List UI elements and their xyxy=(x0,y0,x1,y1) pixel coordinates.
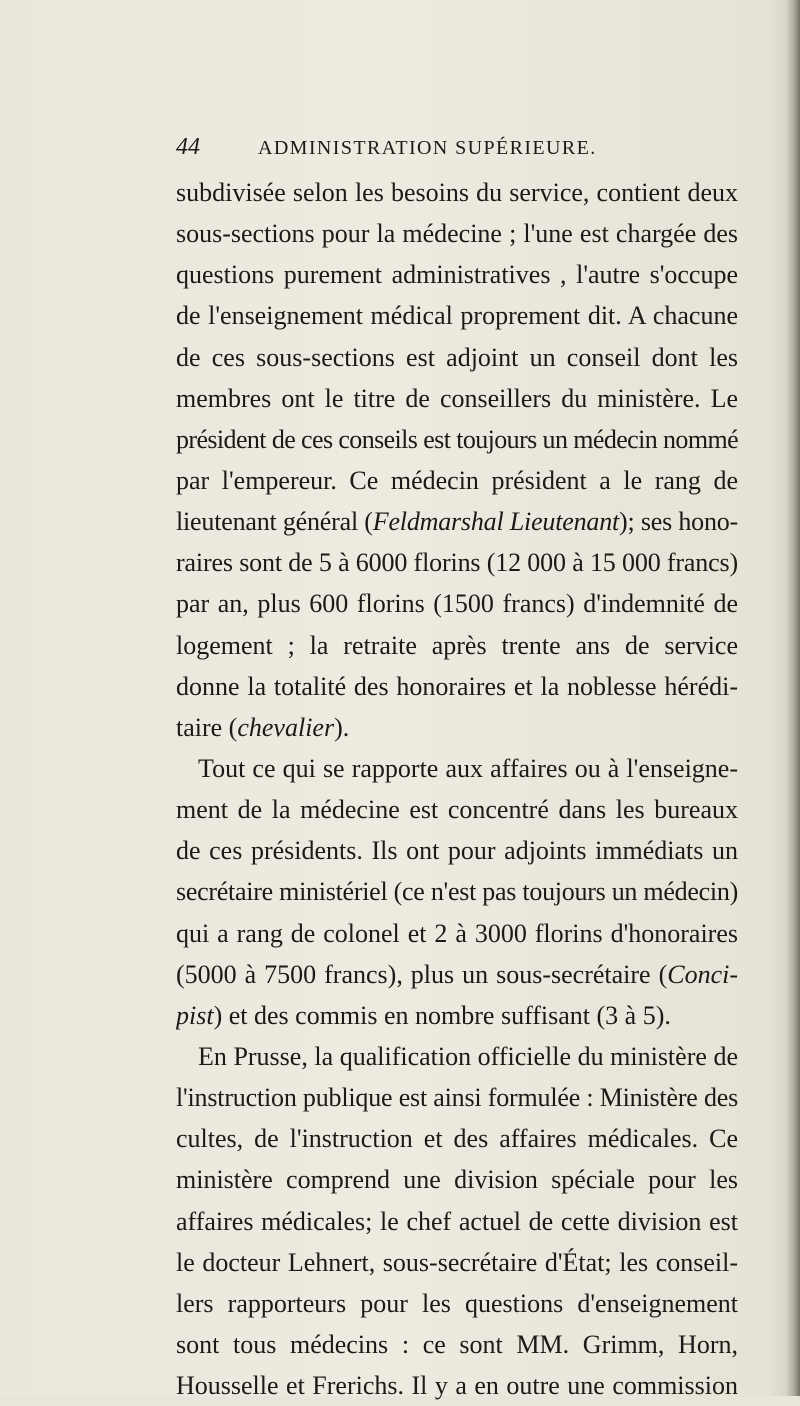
text-line xyxy=(176,1077,738,1118)
text-line xyxy=(176,1159,738,1200)
text-line xyxy=(176,172,738,213)
line-text: cultes, de l'instruction et des affaires médicales. Ce xyxy=(176,1124,738,1154)
line-text: lers rapporteurs pour les questions d'enseignement xyxy=(176,1288,738,1318)
line-text: (5000 à 7500 francs), plus un sous-secrétaire ( xyxy=(176,959,668,989)
line-text: raires sont de 5 à 6000 florins (12 000 à 15 000 francs) xyxy=(176,548,738,578)
text-line xyxy=(176,378,738,419)
line-text: par an, plus 600 florins (1500 francs) d'indemnité de xyxy=(176,589,738,619)
line-text: de ces présidents. Ils ont pour adjoints immédiats un xyxy=(176,836,738,866)
line-text: par l'empereur. Ce médecin président a le rang de xyxy=(176,465,738,495)
text-line xyxy=(176,1036,738,1077)
text-line xyxy=(176,1242,738,1283)
text-line xyxy=(176,213,738,254)
italic-term: Feldmarshal Lieutenant xyxy=(372,507,620,537)
running-head: ADMINISTRATION SUPÉRIEURE. xyxy=(258,137,597,159)
body-text xyxy=(176,172,738,1406)
text-line xyxy=(176,625,738,666)
text-line xyxy=(176,337,738,378)
text-line xyxy=(176,995,738,1036)
text-line xyxy=(176,419,738,460)
line-text: ) et des commis en nombre suffisant (3 à 5). xyxy=(213,1000,671,1030)
text-line xyxy=(176,1118,738,1159)
text-line xyxy=(176,542,738,583)
line-text: sont tous médecins : ce sont MM. Grimm, Horn, xyxy=(176,1329,738,1359)
line-text: secrétaire ministériel (ce n'est pas toujours un médecin) xyxy=(176,877,738,907)
text-line xyxy=(176,666,738,707)
line-text: de ces sous-sections est adjoint un conseil dont les xyxy=(176,342,738,372)
line-text: Tout ce qui se rapporte aux affaires ou à l'enseigne- xyxy=(198,753,738,783)
line-text: Housselle et Frerichs. Il y a en outre une commission xyxy=(176,1371,738,1401)
line-text: qui a rang de colonel et 2 à 3000 florins d'honoraires xyxy=(176,918,738,948)
text-line xyxy=(176,913,738,954)
line-text: donne la totalité des honoraires et la noblesse hérédi- xyxy=(176,671,738,701)
line-text: questions purement administratives , l'autre s'occupe xyxy=(176,260,738,290)
page-header xyxy=(176,134,736,164)
line-text: membres ont le titre de conseillers du ministère. Le xyxy=(176,383,738,413)
text-line xyxy=(176,460,738,501)
line-text: de l'enseignement médical proprement dit. A chacune xyxy=(176,301,738,331)
line-text: En Prusse, la qualification officielle du ministère de xyxy=(198,1041,738,1071)
italic-term: pist xyxy=(176,1000,214,1030)
text-line xyxy=(176,1283,738,1324)
line-text: ); ses hono- xyxy=(619,507,738,537)
text-line xyxy=(176,1201,738,1242)
text-line xyxy=(176,501,738,542)
line-text: ). xyxy=(334,712,350,742)
page-edge-shadow xyxy=(786,0,800,1396)
text-line xyxy=(176,871,738,912)
line-text: sous-sections pour la médecine ; l'une est chargée des xyxy=(176,219,738,249)
text-line xyxy=(176,748,738,789)
text-line xyxy=(176,583,738,624)
text-line xyxy=(176,707,738,748)
line-text: logement ; la retraite après trente ans de service xyxy=(176,630,738,660)
line-text: subdivisée selon les besoins du service, contient deux xyxy=(176,178,738,207)
line-text: ment de la médecine est concentré dans les bureaux xyxy=(176,795,738,825)
text-line xyxy=(176,789,738,830)
italic-term: chevalier xyxy=(237,712,335,742)
italic-term: Conci- xyxy=(667,959,738,989)
text-line xyxy=(176,1324,738,1365)
line-text: le docteur Lehnert, sous-secrétaire d'État; les conseil- xyxy=(176,1247,738,1277)
text-line xyxy=(176,1365,738,1406)
text-line xyxy=(176,954,738,995)
text-line xyxy=(176,254,738,295)
text-line xyxy=(176,295,738,336)
line-text: président de ces conseils est toujours un médecin nommé xyxy=(176,424,738,454)
line-text: affaires médicales; le chef actuel de cette division est xyxy=(176,1206,738,1236)
page-number: 44 xyxy=(176,134,200,160)
text-line xyxy=(176,830,738,871)
line-text: l'instruction publique est ainsi formulée : Ministère des xyxy=(176,1083,738,1113)
line-text: ministère comprend une division spéciale pour les xyxy=(176,1165,738,1195)
line-text: taire ( xyxy=(176,712,238,742)
line-text: lieutenant général ( xyxy=(176,507,373,537)
